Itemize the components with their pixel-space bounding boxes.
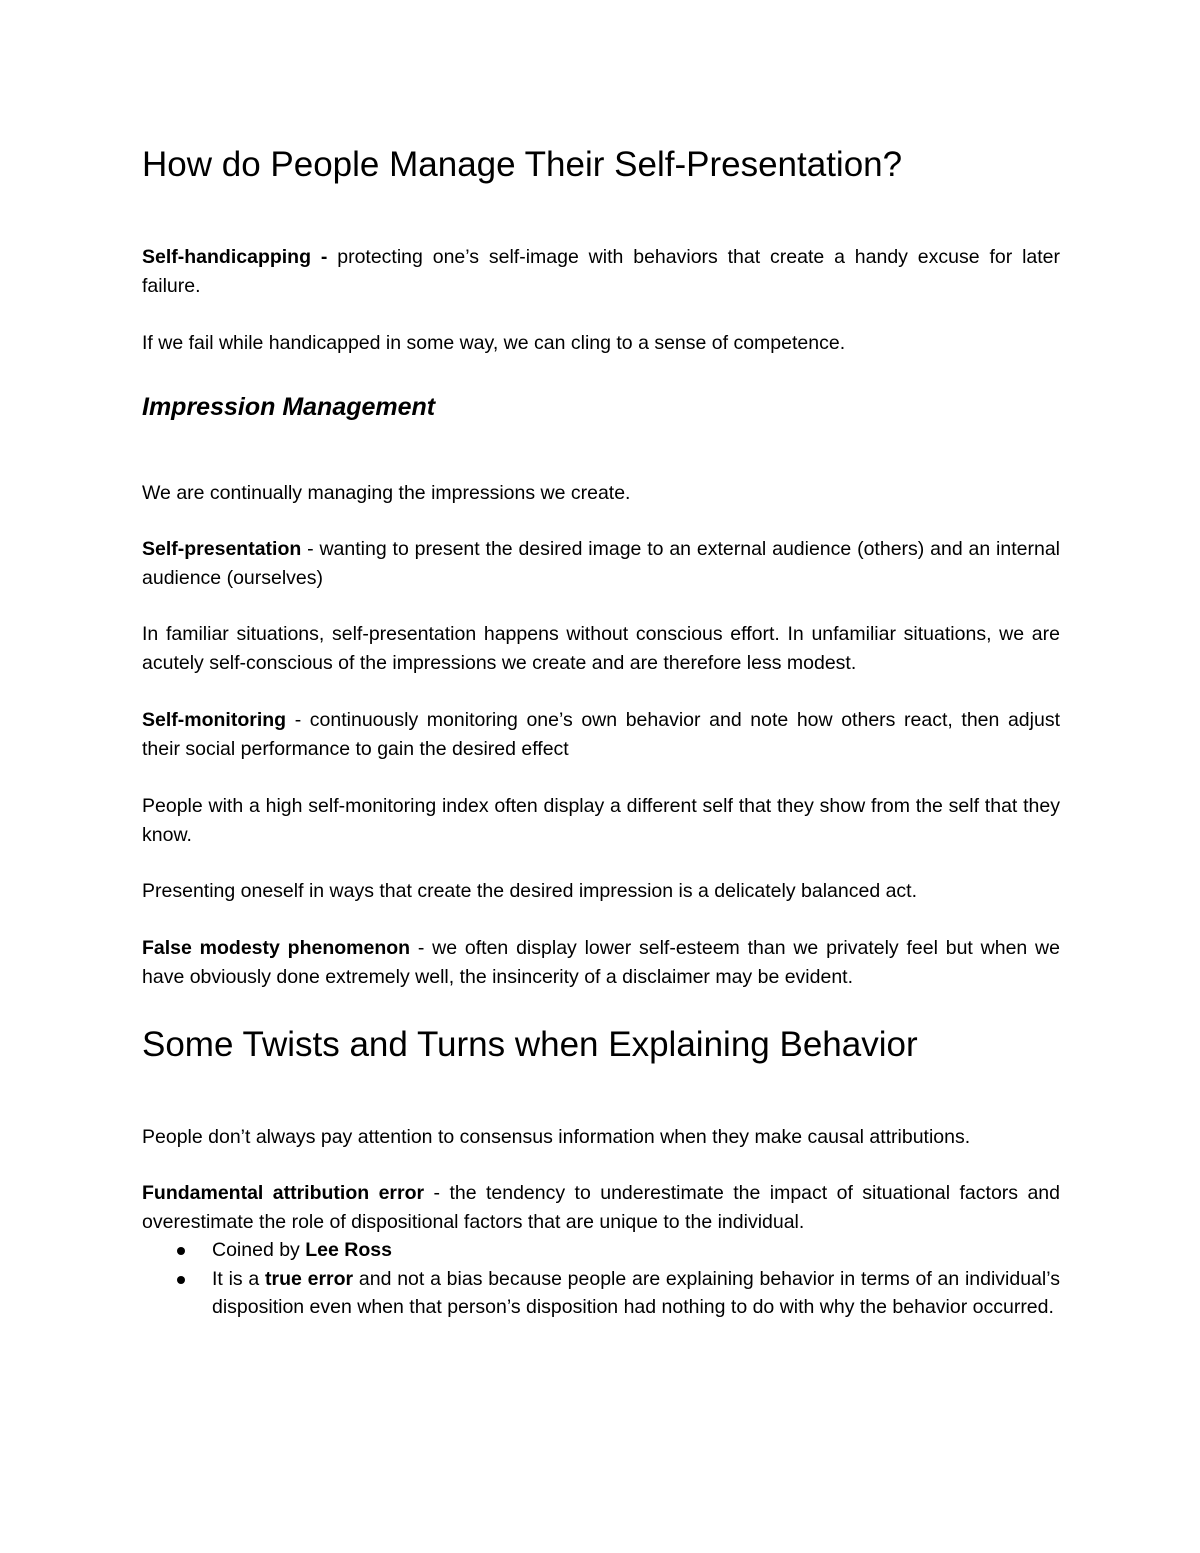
self-presentation-definition: - wanting to present the desired image to an external audience (others) and an internal audience (ourselves) <box>142 538 1060 589</box>
self-presentation-paragraph <box>142 535 1060 592</box>
error-bold: true error <box>265 1267 354 1290</box>
list-item <box>142 1236 1060 1265</box>
self-presentation-term: Self-presentation <box>142 538 302 560</box>
coined-name: Lee Ross <box>305 1239 392 1261</box>
list-item <box>142 1265 1060 1322</box>
coined-prefix: Coined by <box>212 1239 306 1261</box>
error-prefix: It is a <box>212 1267 266 1290</box>
page-title: How do People Manage Their Self-Presentation? <box>142 145 903 184</box>
false-modesty-paragraph <box>142 934 1060 991</box>
false-modesty-definition: - we often display lower self-esteem than we privately feel but when we have obviously done extremely well, the insincerity of a disclaimer may be evident. <box>142 937 1060 988</box>
fail-note-paragraph: If we fail while handicapped in some way, we can cling to a sense of competence. <box>142 332 846 354</box>
balanced-act-paragraph: Presenting oneself in ways that create the desired impression is a delicately balanced act. <box>142 880 918 902</box>
self-handicapping-definition: protecting one’s self-image with behaviors that create a handy excuse for later failure. <box>142 246 1061 297</box>
bullet-icon <box>177 1247 185 1255</box>
bullet-icon <box>177 1276 185 1284</box>
managing-note-paragraph: We are continually managing the impressions we create. <box>142 482 631 504</box>
high-index-paragraph: People with a high self-monitoring index often display a different self that they show from the self that they know. <box>142 795 1060 846</box>
self-monitoring-paragraph <box>142 706 1060 763</box>
fae-term: Fundamental attribution error <box>142 1182 425 1204</box>
self-monitoring-definition: - continuously monitoring one’s own behavior and note how others react, then adjust their social performance to gain the desired effect <box>142 709 1060 760</box>
impression-management-heading: Impression Management <box>142 393 436 421</box>
error-suffix: and not a bias because people are explaining behavior in terms of an individual’s disposition even when that person’s disposition had nothing to do with why the behavior occurred. <box>212 1267 1060 1318</box>
self-monitoring-term: Self-monitoring <box>142 709 287 731</box>
false-modesty-term: False modesty phenomenon <box>142 937 411 959</box>
self-handicapping-paragraph <box>142 243 1060 300</box>
fae-definition: - the tendency to underestimate the impact of situational factors and overestimate the role of dispositional factors that are unique to the individual. <box>142 1182 1060 1233</box>
fae-bullet-list <box>142 1236 1060 1322</box>
self-handicapping-term: Self-handicapping - <box>142 246 328 268</box>
fundamental-attribution-error-paragraph <box>142 1179 1060 1236</box>
consensus-paragraph: People don’t always pay attention to consensus information when they make causal attributions. <box>142 1126 971 1148</box>
familiar-situations-paragraph: In familiar situations, self-presentation happens without conscious effort. In unfamiliar situations, we are acutely self-conscious of the impressions we create and are therefore less modest. <box>142 623 1060 674</box>
section-heading-explaining-behavior: Some Twists and Turns when Explaining Behavior <box>142 1025 918 1064</box>
